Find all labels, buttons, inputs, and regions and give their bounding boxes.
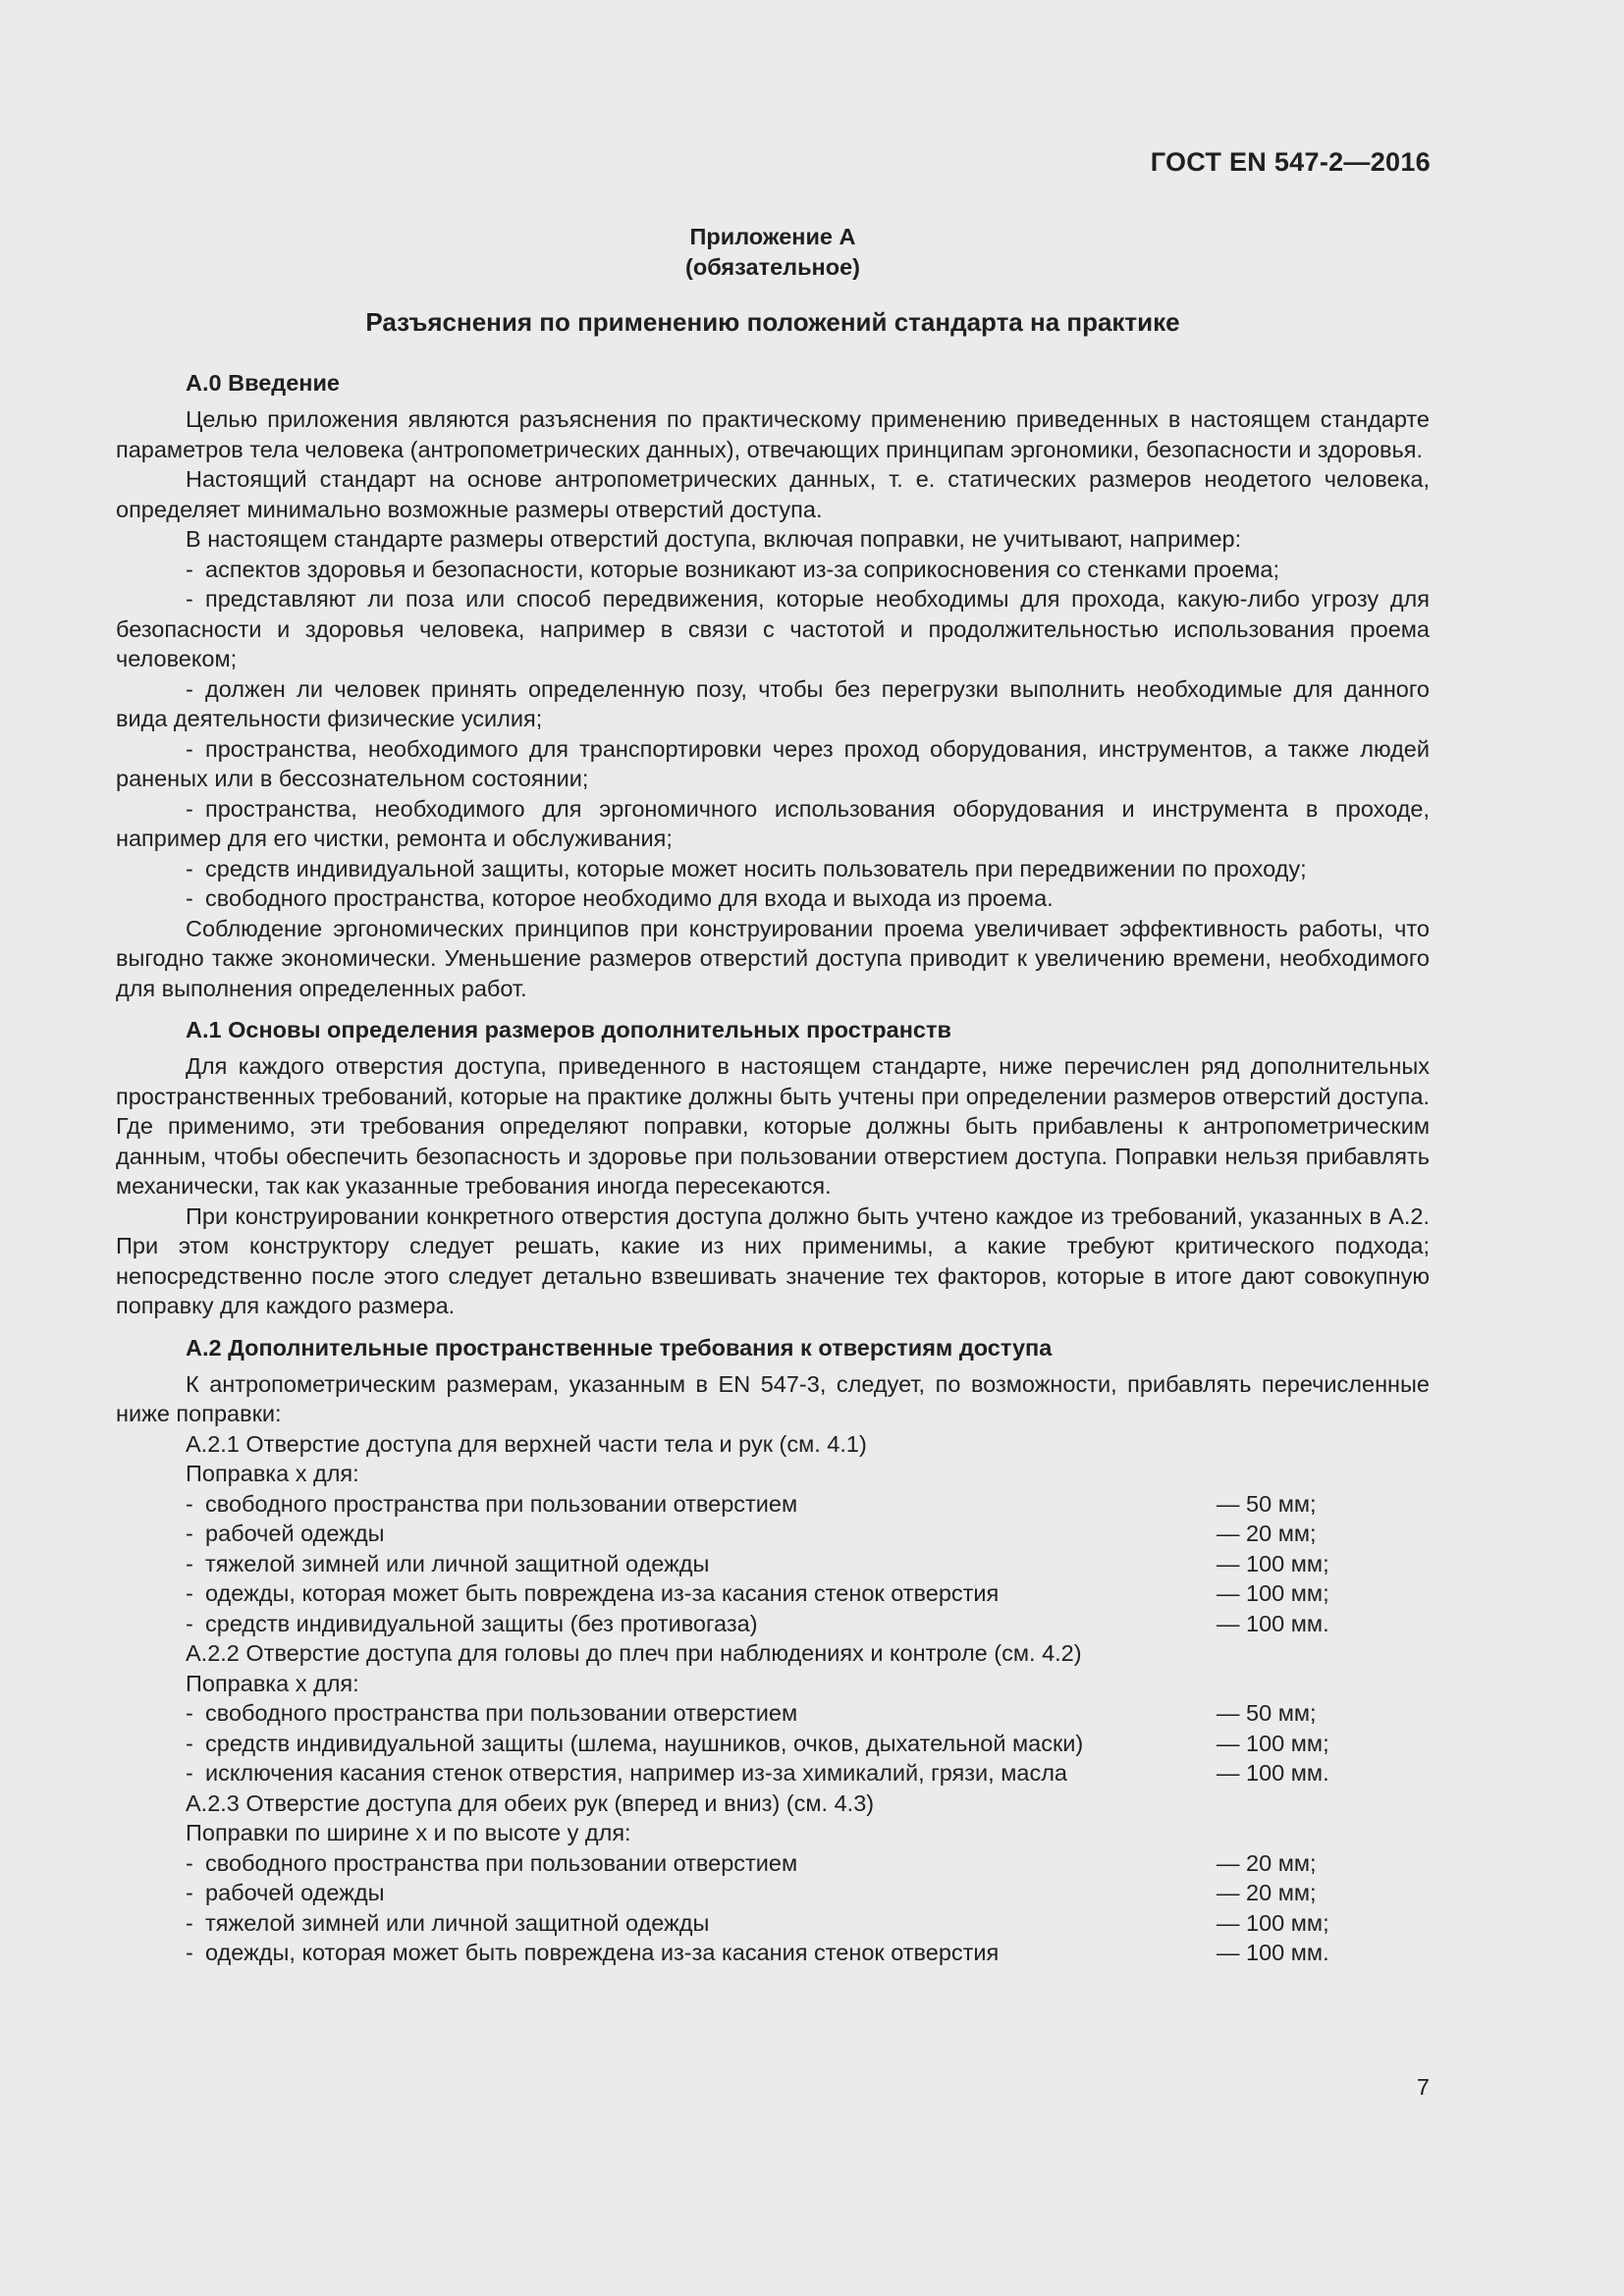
a1-paragraph-2: При конструировании конкретного отверстия доступа должно быть учтено каждое из требований, указанных в А.2. При этом конструктору следует решать, какие из них применимы, а какие требуют критического подхода; непосредственно после этого следует детально взвешивать значение тех факторов, которые в итоге дают совокупную поправку для каждого размера. <box>116 1202 1430 1318</box>
a2-paragraph-1: К антропометрическим размерам, указанным в EN 547-3, следует, по возможности, прибавлять перечисленные ниже поправки: <box>116 1370 1430 1426</box>
annex-heading: Разъяснения по применению положений стандарта на практике <box>365 307 1180 337</box>
allowance-row: - тяжелой зимней или личной защитной одежды — 100 мм; <box>186 1550 1329 1576</box>
a0-list-item: - аспектов здоровья и безопасности, которые возникают из-за соприкосновения со стенками проема; <box>186 556 1280 582</box>
a0-list-item: - должен ли человек принять определенную позу, чтобы без перегрузки выполнить необходимые для данного вида деятельности физические усилия; <box>116 675 1430 731</box>
a2-1-label: Поправка х для: <box>186 1461 359 1486</box>
allowance-row: - свободного пространства при пользовании отверстием — 50 мм; <box>186 1490 1317 1517</box>
allowance-row: - рабочей одежды — 20 мм; <box>186 1521 1317 1546</box>
a2-3-label: Поправки по ширине х и по высоте у для: <box>186 1820 631 1845</box>
allowance-row: - исключения касания стенок отверстия, например из-за химикалий, грязи, масла — 100 мм. <box>186 1760 1329 1786</box>
allowance-row: - одежды, которая может быть повреждена из-за касания стенок отверстия — 100 мм; <box>186 1580 1329 1606</box>
a0-paragraph-3: В настоящем стандарте размеры отверстий доступа, включая поправки, не учитывают, например: <box>186 526 1242 552</box>
a1-paragraph-1: Для каждого отверстия доступа, приведенного в настоящем стандарте, ниже перечислен ряд дополнительных пространственных требований, которые на практике должны быть учтены при определении размеров отверстий доступа. Где применимо, эти требования определяют поправки, которые должны быть прибавлены к антропометрическим данным, чтобы обеспечить безопасность и здоровье при пользовании отверстием доступа. Поправки нельзя прибавлять механически, так как указанные требования иногда пересекаются. <box>116 1053 1430 1199</box>
section-a1-heading: А.1 Основы определения размеров дополнительных пространств <box>186 1017 951 1042</box>
a0-list-item: - пространства, необходимого для транспортировки через проход оборудования, инструментов, а также людей раненых или в бессознательном состоянии; <box>116 735 1430 791</box>
a2-1-title: А.2.1 Отверстие доступа для верхней части тела и рук (см. 4.1) <box>186 1430 867 1457</box>
a0-paragraph-2: Настоящий стандарт на основе антропометрических данных, т. е. статических размеров неодетого человека, определяет минимально возможные размеры отверстий доступа. <box>116 466 1430 522</box>
annex-title-line2: (обязательное) <box>685 254 860 280</box>
a0-paragraph-1: Целью приложения являются разъяснения по практическому применению приведенных в настоящем стандарте параметров тела человека (антропометрических данных), отвечающих принципам эргономики, безопасности и здоровья. <box>116 406 1430 462</box>
allowance-row: - рабочей одежды — 20 мм; <box>186 1880 1317 1905</box>
a2-2-label: Поправка х для: <box>186 1670 359 1696</box>
a0-list-item: - свободного пространства, которое необходимо для входа и выхода из проема. <box>186 885 1054 911</box>
allowance-row: - тяжелой зимней или личной защитной одежды — 100 мм; <box>186 1909 1329 1936</box>
section-a0-heading: А.0 Введение <box>186 370 340 396</box>
a0-list-item: - представляют ли поза или способ передвижения, которые необходимы для прохода, какую-либо угрозу для безопасности и здоровья человека, например в связи с частотой и продолжительностью использования проема человеком; <box>116 586 1430 671</box>
allowance-row: - свободного пространства при пользовании отверстием — 50 мм; <box>186 1700 1317 1726</box>
allowance-row: - свободного пространства при пользовании отверстием — 20 мм; <box>186 1849 1317 1876</box>
annex-title-line1: Приложение А <box>689 224 856 249</box>
a2-2-title: А.2.2 Отверстие доступа для головы до плеч при наблюдениях и контроле (см. 4.2) <box>186 1640 1082 1666</box>
page-content <box>116 222 1430 1968</box>
a0-list-item: - средств индивидуальной защиты, которые может носить пользователь при передвижении по проходу; <box>186 855 1307 881</box>
page-number: 7 <box>1416 2074 1430 2100</box>
allowance-row: - средств индивидуальной защиты (без противогаза) — 100 мм. <box>186 1610 1329 1636</box>
a0-list-item: - пространства, необходимого для эргономичного использования оборудования и инструмента в проходе, например для его чистки, ремонта и обслуживания; <box>116 795 1430 851</box>
a2-3-title: А.2.3 Отверстие доступа для обеих рук (вперед и вниз) (см. 4.3) <box>186 1789 875 1816</box>
section-a2-heading: А.2 Дополнительные пространственные требования к отверстиям доступа <box>186 1334 1053 1361</box>
a0-paragraph-4: Соблюдение эргономических принципов при конструировании проема увеличивает эффективность работы, что выгодно также экономически. Уменьшение размеров отверстий доступа приводит к увеличению времени, необходимого для выполнения определенных работ. <box>116 915 1430 1001</box>
document-code: ГОСТ EN 547-2—2016 <box>1150 147 1431 177</box>
annex-title <box>116 222 1430 283</box>
allowance-row: - средств индивидуальной защиты (шлема, наушников, очков, дыхательной маски) — 100 мм; <box>186 1730 1329 1756</box>
allowance-row: - одежды, которая может быть повреждена из-за касания стенок отверстия — 100 мм. <box>186 1940 1329 1965</box>
